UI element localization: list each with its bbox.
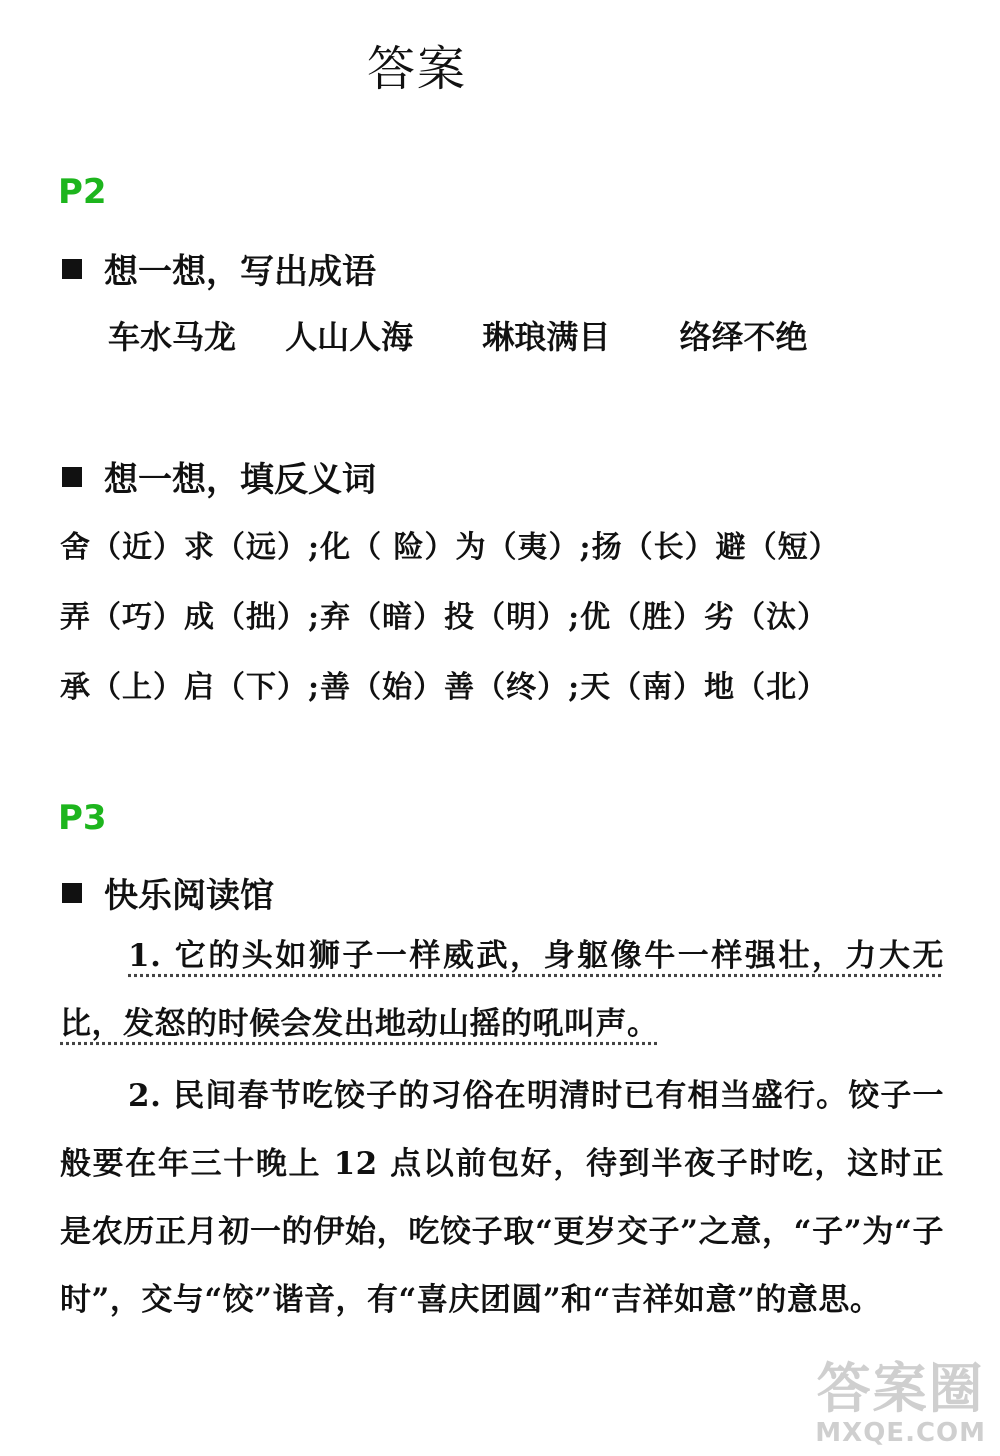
idiom-item: 络绎不绝 xyxy=(679,318,808,356)
answer-text: 1. 它的头如狮子一样威武，身躯像牛一样强壮，力大无比，发怒的时候会发出地动山摇的吼叫声。 xyxy=(60,938,944,1042)
page-label-p3: P3 xyxy=(58,798,107,838)
page-label-p2: P2 xyxy=(58,172,107,212)
idiom-list xyxy=(108,312,845,358)
idiom-item: 琳琅满目 xyxy=(482,318,611,356)
section-heading-idioms xyxy=(62,244,376,293)
idiom-item: 人山人海 xyxy=(285,318,414,356)
watermark-cn: 答案圈 xyxy=(816,1357,985,1420)
answer-paragraph-2: 2. 民间春节吃饺子的习俗在明清时已有相当盛行。饺子一般要在年三十晚上 12 点以前包好，待到半夜子时吃，这时正是农历正月初一的伊始，吃饺子取“更岁交子”之意，“子”为“子时”，交与“饺”谐音，有“喜庆团圆”和“吉祥如意”的意思。 xyxy=(60,1078,944,1318)
heading-label: 快乐阅读馆 xyxy=(104,876,274,916)
antonym-row: 舍（近）求（远）;化（ 险）为（夷）;扬（长）避（短） xyxy=(60,530,840,565)
page-title: 答案 xyxy=(366,41,467,97)
antonym-row: 承（上）启（下）;善（始）善（终）;天（南）地（北） xyxy=(60,670,829,705)
square-bullet-icon xyxy=(62,259,82,279)
heading-label: 想一想，写出成语 xyxy=(104,252,376,292)
heading-label: 想一想，填反义词 xyxy=(104,460,376,500)
square-bullet-icon xyxy=(62,467,82,487)
watermark-logo xyxy=(815,1357,986,1448)
watermark-en: MXQE.COM xyxy=(815,1418,986,1448)
section-heading-reading xyxy=(62,868,274,917)
answer-paragraph-1 xyxy=(60,922,944,1058)
idiom-item: 车水马龙 xyxy=(108,318,237,356)
section-heading-antonyms xyxy=(62,452,376,501)
square-bullet-icon xyxy=(62,883,82,903)
antonym-row: 弄（巧）成（拙）;弃（暗）投（明）;优（胜）劣（汰） xyxy=(60,600,829,635)
